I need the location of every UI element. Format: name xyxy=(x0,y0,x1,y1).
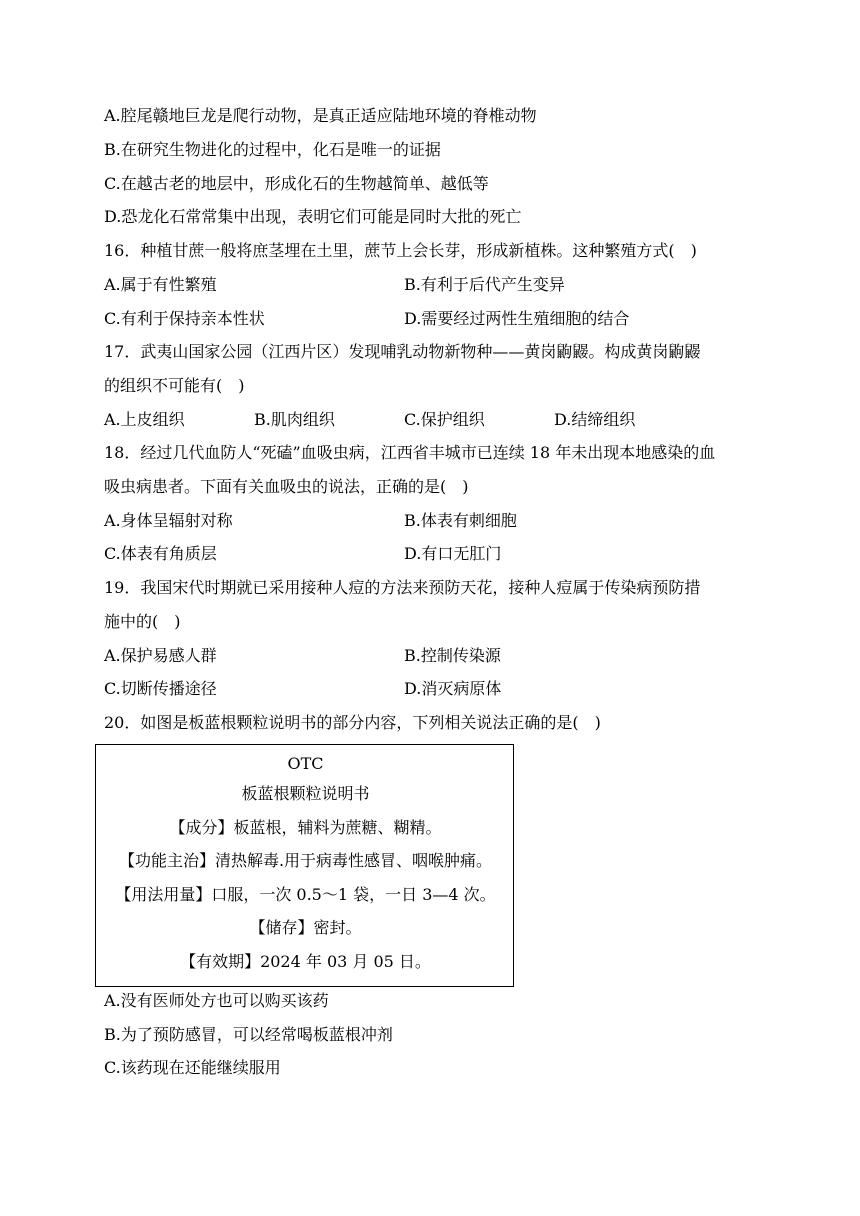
q19-option-c: C.切断传播途径 xyxy=(104,679,217,698)
q18-option-c: C.体表有角质层 xyxy=(104,544,217,563)
leaflet-otc-label: OTC xyxy=(287,754,324,773)
q19-stem-line1: 19．我国宋代时期就已采用接种人痘的方法来预防天花，接种人痘属于传染病预防措 xyxy=(104,578,701,597)
q17-option-d: D.结缔组织 xyxy=(554,410,636,429)
leaflet-expiry: 【有效期】2024 年 03 月 05 日。 xyxy=(180,952,431,971)
q18-stem-line2: 吸虫病患者。下面有关血吸虫的说法，正确的是( ) xyxy=(104,477,469,496)
q19-option-a: A.保护易感人群 xyxy=(104,646,217,665)
q17-option-c: C.保护组织 xyxy=(404,410,485,429)
q19-option-d: D.消灭病原体 xyxy=(404,679,502,698)
q18-option-b: B.体表有刺细胞 xyxy=(404,511,517,530)
q17-option-b: B.肌肉组织 xyxy=(254,410,335,429)
q18-stem-line1: 18．经过几代血防人“死磕”血吸虫病，江西省丰城市已连续 18 年未出现本地感染的血 xyxy=(104,443,716,462)
q19-option-b: B.控制传染源 xyxy=(404,646,501,665)
leaflet-dosage: 【用法用量】口服，一次 0.5～1 袋，一日 3—4 次。 xyxy=(115,885,496,904)
q15-option-b: B.在研究生物进化的过程中，化石是唯一的证据 xyxy=(104,140,441,159)
q17-option-a: A.上皮组织 xyxy=(104,410,185,429)
q15-option-d: D.恐龙化石常常集中出现，表明它们可能是同时大批的死亡 xyxy=(104,207,522,226)
q16-option-a: A.属于有性繁殖 xyxy=(104,275,217,294)
q17-stem-line1: 17．武夷山国家公园（江西片区）发现哺乳动物新物种——黄岗鼩鼹。构成黄岗鼩鼹 xyxy=(104,342,701,361)
q19-stem-line2: 施中的( ) xyxy=(104,612,181,631)
medicine-leaflet-box xyxy=(95,744,514,987)
leaflet-title: 板蓝根颗粒说明书 xyxy=(241,784,370,803)
q20-option-c: C.该药现在还能继续服用 xyxy=(104,1058,281,1077)
q17-stem-line2: 的组织不可能有( ) xyxy=(104,376,245,395)
q16-stem: 16．种植甘蔗一般将庶茎埋在土里，蔗节上会长芽，形成新植株。这种繁殖方式( ) xyxy=(104,241,697,260)
q15-option-a: A.腔尾赣地巨龙是爬行动物，是真正适应陆地环境的脊椎动物 xyxy=(104,106,537,125)
q16-option-b: B.有利于后代产生变异 xyxy=(404,275,565,294)
q20-stem: 20．如图是板蓝根颗粒说明书的部分内容，下列相关说法正确的是( ) xyxy=(104,713,601,732)
q20-option-a: A.没有医师处方也可以购买该药 xyxy=(104,991,329,1010)
q20-option-b: B.为了预防感冒，可以经常喝板蓝根冲剂 xyxy=(104,1025,393,1044)
leaflet-storage: 【储存】密封。 xyxy=(249,918,362,937)
leaflet-function: 【功能主治】清热解毒.用于病毒性感冒、咽喉肿痛。 xyxy=(118,851,493,870)
q18-option-d: D.有口无肛门 xyxy=(404,544,502,563)
q18-option-a: A.身体呈辐射对称 xyxy=(104,511,233,530)
q16-option-d: D.需要经过两性生殖细胞的结合 xyxy=(404,309,630,328)
leaflet-ingredients: 【成分】板蓝根，辅料为蔗糖、糊精。 xyxy=(169,818,442,837)
q16-option-c: C.有利于保持亲本性状 xyxy=(104,309,265,328)
q15-option-c: C.在越古老的地层中，形成化石的生物越简单、越低等 xyxy=(104,174,489,193)
